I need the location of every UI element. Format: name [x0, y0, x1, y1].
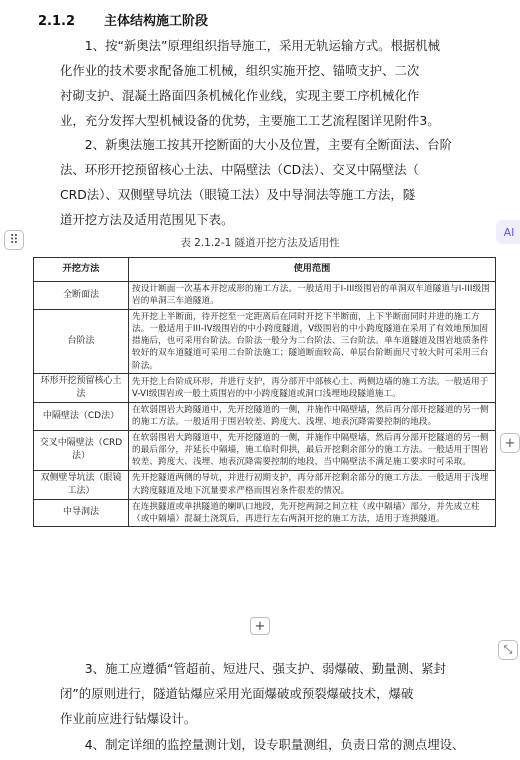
resize-table-icon[interactable]: ⤡ — [498, 640, 518, 660]
method-cell[interactable]: 双侧壁导坑法（眼镜工法） — [34, 470, 129, 499]
table-row — [34, 499, 496, 527]
paragraph-line: 道开挖方法及适用范围见下表。 — [60, 212, 234, 227]
method-cell[interactable]: 中隔壁法（CD法） — [34, 403, 129, 431]
section-heading — [38, 10, 208, 29]
paragraph-line: 闭”的原则进行，隧道钻爆应采用光面爆破或预裂爆破技术，爆破 — [60, 686, 414, 701]
ai-assistant-button[interactable]: AI — [496, 220, 520, 244]
table-header-row — [34, 258, 496, 282]
section-number: 2.1.2 — [38, 14, 76, 29]
paragraph-line: 化作业的技术要求配备施工机械，组织实施开挖、锚喷支护、二次 — [60, 63, 420, 78]
paragraph-line: 作业前应进行钻爆设计。 — [60, 711, 197, 726]
paragraph-2 — [60, 132, 496, 232]
method-cell[interactable]: 中导洞法 — [34, 499, 129, 527]
usage-cell[interactable]: 先开挖上半断面，待开挖至一定距离后在同时开挖下半断面，上下半断面同时并进的施工方法。一般适用于III-IV级围岩的中小跨度隧道，V级围岩的中小跨度隧道在采用了有效地预加固措施后，也可采用台阶法。台阶法一般分为二台阶法、三台阶法。单车道隧道及围岩地质条件较好的双车道隧道可采用二台阶法施工；隧道断面较高、单层台阶断面尺寸较大时可采用三台阶法。 — [129, 309, 496, 373]
paragraph-line: 2、新奥法施工按其开挖断面的大小及位置，主要有全断面法、台阶 — [84, 137, 453, 152]
section-title: 主体结构施工阶段 — [104, 14, 209, 29]
header-usage: 使用范围 — [129, 258, 496, 282]
usage-cell[interactable]: 先开挖隧道两侧的导坑，并进行初期支护，再分部开挖剩余部分的施工方法。一般适用于浅埋大跨度隧道及地下沉量要求严格而围岩条件很差的情况。 — [129, 470, 496, 499]
paragraph-line: 业，充分发挥大型机械设备的优势，主要施工工艺流程图详见附件3。 — [60, 113, 440, 128]
table-row — [34, 374, 496, 403]
paragraph-line: 1、按“新奥法”原理组织指导施工，采用无轨运输方式。根据机械 — [84, 38, 441, 53]
paragraph-line: 衬砌支护、混凝土路面四条机械化作业线，实现主要工序机械化作 — [60, 88, 420, 103]
paragraph-4 — [60, 732, 496, 757]
paragraph-3 — [60, 656, 496, 731]
paragraph-line: 4、制定详细的监控量测计划，设专职量测组，负责日常的测点埋设、 — [84, 737, 465, 752]
table-row — [34, 403, 496, 431]
usage-cell[interactable]: 先开挖上台阶成环形，并进行支护，再分部开中部核心土、两侧边墙的施工方法。一般适用于V-VI级围岩或一般土质围岩的中小跨度隧道或洞口浅埋地段隧道施工。 — [129, 374, 496, 403]
usage-cell[interactable]: 按设计断面一次基本开挖成形的施工方法。一般适用于I-III级围岩的单洞双车道隧道与I-III级围岩的单洞三车道隧道。 — [129, 282, 496, 310]
table-row — [34, 309, 496, 373]
table-row — [34, 470, 496, 499]
header-method: 开挖方法 — [34, 258, 129, 282]
method-cell[interactable]: 全断面法 — [34, 282, 129, 310]
plus-icon: + — [254, 618, 266, 634]
excavation-methods-table — [33, 257, 496, 527]
method-cell[interactable]: 环形开挖预留核心土法 — [34, 374, 129, 403]
paragraph-1 — [60, 33, 496, 133]
method-cell[interactable]: 交叉中隔壁法（CRD法） — [34, 430, 129, 470]
drag-handle-icon[interactable]: ⠿ — [4, 230, 24, 250]
paragraph-line: 法、环形开挖预留核心土法、中隔壁法（CD法）、交叉中隔壁法（ — [60, 162, 419, 177]
usage-cell[interactable]: 在软弱围岩大跨隧道中，先开挖隧道的一侧，并施作中隔壁墙，然后再分部开挖隧道的另一侧的最后部分，并延长中隔墙，施工临时仰拱，最后开挖剩余部分的施工方法。一般适用于围岩较差、跨度大、浅埋、地表沉降需要控制的地段，当中隔壁法不满足施工要求时可采取。 — [129, 430, 496, 470]
table-row — [34, 282, 496, 310]
add-row-button[interactable] — [250, 617, 270, 635]
usage-cell[interactable]: 在连拱隧道或单拱隧道的喇叭口地段，先开挖两洞之间立柱（或中隔墙）部分，并先成立柱（或中隔墙）混凝土浇筑后，再进行左右两洞开挖的施工方法，适用于连拱隧道。 — [129, 499, 496, 527]
method-cell[interactable]: 台阶法 — [34, 309, 129, 373]
table-caption: 表 2.1.2-1 隧道开挖方法及适用性 — [180, 237, 340, 249]
plus-icon: + — [504, 435, 516, 451]
add-column-button[interactable] — [500, 433, 520, 453]
usage-cell[interactable]: 在软弱围岩大跨隧道中，先开挖隧道的一侧，并施作中隔壁墙，然后再分部开挖隧道的另一侧的施工方法。一般适用于围岩较差、跨度大、浅埋、地表沉降需要控制的地段。 — [129, 403, 496, 431]
paragraph-line: CRD法）、双侧壁导坑法（眼镜工法）及中导洞法等施工方法，隧 — [60, 187, 416, 202]
paragraph-line: 3、施工应遵循“管超前、短进尺、强支护、弱爆破、勤量测、紧封 — [84, 661, 447, 676]
table-row — [34, 430, 496, 470]
